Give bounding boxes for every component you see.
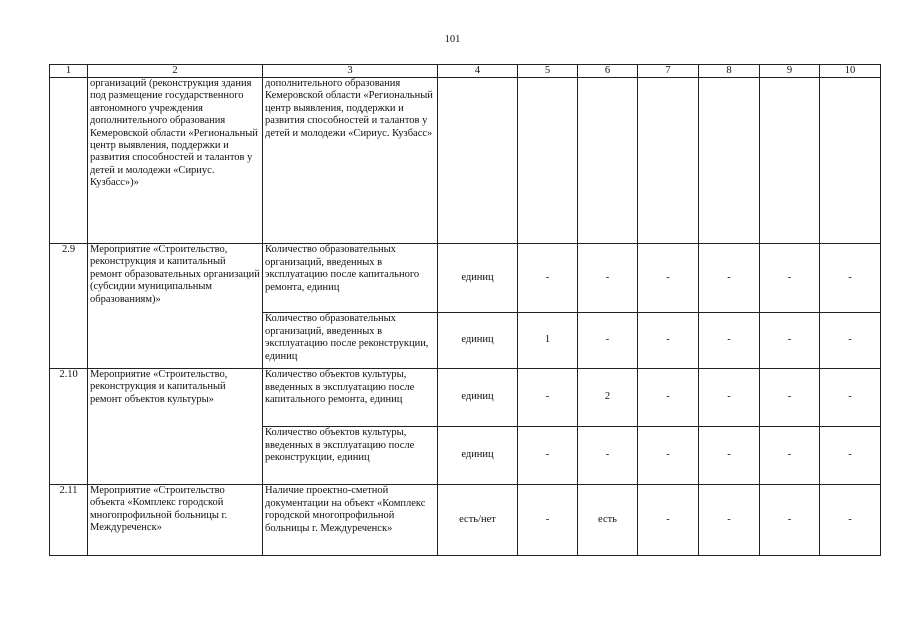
- value-cell: -: [638, 369, 699, 427]
- value-cell: [699, 78, 760, 244]
- unit-cell: единиц: [438, 313, 518, 369]
- value-cell: -: [699, 313, 760, 369]
- value-cell: -: [638, 485, 699, 556]
- event-cell: Мероприятие «Строительство объекта «Комплекс городской многопрофильной больницы г. Междуреченск»: [88, 485, 263, 556]
- page-number: 101: [444, 34, 461, 45]
- table-row-continuation: [50, 78, 881, 244]
- header-cell: 6: [578, 65, 638, 78]
- value-cell: -: [820, 369, 881, 427]
- value-cell: -: [638, 244, 699, 313]
- value-cell: [638, 78, 699, 244]
- indicator-cell: Количество образовательных организаций, введенных в эксплуатацию после капитального ремонта, единиц: [263, 244, 438, 313]
- value-cell: -: [518, 369, 578, 427]
- header-row: [50, 65, 881, 78]
- unit-cell: есть/нет: [438, 485, 518, 556]
- value-cell: -: [760, 244, 820, 313]
- header-cell: 7: [638, 65, 699, 78]
- event-cell: Мероприятие «Строительство, реконструкция и капитальный ремонт объектов культуры»: [88, 369, 263, 485]
- indicator-cell: Количество объектов культуры, введенных в эксплуатацию после капитального ремонта, единиц: [263, 369, 438, 427]
- value-cell: 1: [518, 313, 578, 369]
- value-cell: -: [518, 427, 578, 485]
- value-cell: -: [820, 313, 881, 369]
- header-cell: 8: [699, 65, 760, 78]
- value-cell: -: [760, 485, 820, 556]
- unit-cell: [438, 78, 518, 244]
- value-cell: есть: [578, 485, 638, 556]
- value-cell: [820, 78, 881, 244]
- table-row: [50, 485, 881, 556]
- header-cell: 2: [88, 65, 263, 78]
- value-cell: -: [820, 427, 881, 485]
- indicator-cell: Количество объектов культуры, введенных в эксплуатацию после реконструкции, единиц: [263, 427, 438, 485]
- header-cell: 1: [50, 65, 88, 78]
- header-cell: 5: [518, 65, 578, 78]
- value-cell: -: [699, 485, 760, 556]
- indicator-cell: Количество образовательных организаций, введенных в эксплуатацию после реконструкции, единиц: [263, 313, 438, 369]
- indicator-cell: дополнительного образования Кемеровской области «Региональный центр выявления, поддержки и развития способностей и талантов у детей и молодежи «Сириус. Кузбасс»: [263, 78, 438, 244]
- num-cell: 2.9: [50, 244, 88, 369]
- header-cell: 3: [263, 65, 438, 78]
- unit-cell: единиц: [438, 427, 518, 485]
- event-cell: организаций (реконструкция здания под размещение государственного автономного учреждения дополнительного образования Кемеровской области «Региональный центр выявления, поддержки и развития способностей и талантов у детей и молодежи «Сириус. Кузбасс»)»: [88, 78, 263, 244]
- value-cell: -: [578, 313, 638, 369]
- value-cell: [760, 78, 820, 244]
- value-cell: -: [820, 485, 881, 556]
- num-cell: 2.11: [50, 485, 88, 556]
- num-cell: 2.10: [50, 369, 88, 485]
- value-cell: -: [578, 244, 638, 313]
- unit-cell: единиц: [438, 369, 518, 427]
- num-cell: [50, 78, 88, 244]
- unit-cell: единиц: [438, 244, 518, 313]
- value-cell: -: [820, 244, 881, 313]
- value-cell: -: [760, 369, 820, 427]
- value-cell: -: [699, 244, 760, 313]
- value-cell: [518, 78, 578, 244]
- value-cell: -: [518, 485, 578, 556]
- value-cell: -: [699, 369, 760, 427]
- table-row: [50, 369, 881, 427]
- indicators-table: [49, 64, 881, 556]
- value-cell: -: [638, 427, 699, 485]
- header-cell: 9: [760, 65, 820, 78]
- header-cell: 10: [820, 65, 881, 78]
- value-cell: -: [699, 427, 760, 485]
- value-cell: [578, 78, 638, 244]
- value-cell: 2: [578, 369, 638, 427]
- indicator-cell: Наличие проектно-сметной документации на объект «Комплекс городской многопрофильной больницы г. Междуреченск»: [263, 485, 438, 556]
- event-cell: Мероприятие «Строительство, реконструкция и капитальный ремонт образовательных организаций (субсидии муниципальным образованиям)»: [88, 244, 263, 369]
- table-row: [50, 244, 881, 313]
- header-cell: 4: [438, 65, 518, 78]
- value-cell: -: [518, 244, 578, 313]
- value-cell: -: [760, 427, 820, 485]
- value-cell: -: [638, 313, 699, 369]
- value-cell: -: [760, 313, 820, 369]
- value-cell: -: [578, 427, 638, 485]
